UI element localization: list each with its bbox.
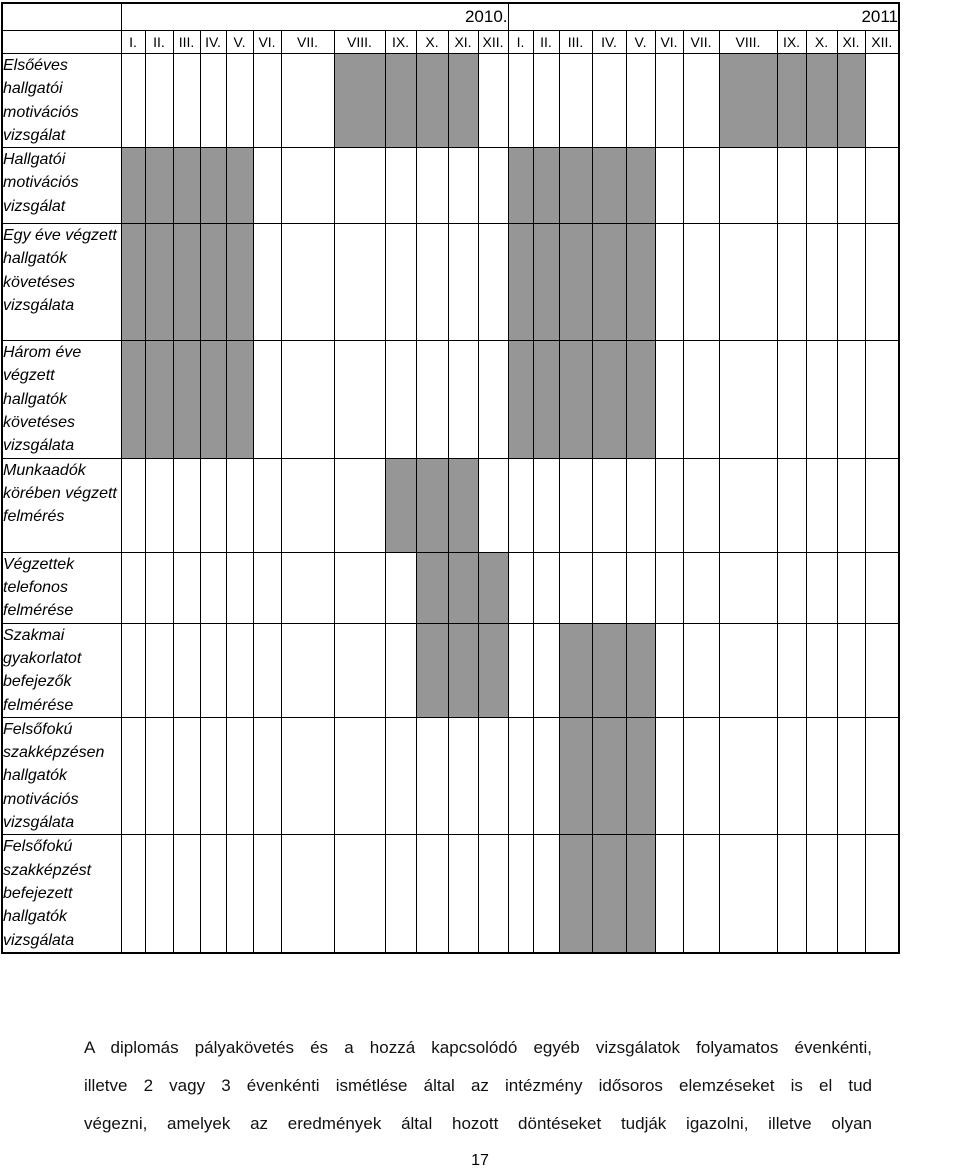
month-header: VIII. bbox=[334, 31, 385, 54]
row-label: Munkaadók körében végzett felmérés bbox=[2, 458, 121, 552]
empty-cell bbox=[385, 148, 416, 224]
scheduled-cell bbox=[448, 552, 478, 623]
empty-cell bbox=[719, 224, 777, 341]
empty-cell bbox=[478, 717, 508, 834]
month-header: V. bbox=[226, 31, 253, 54]
empty-cell bbox=[655, 835, 683, 953]
empty-cell bbox=[533, 717, 559, 834]
empty-cell bbox=[683, 148, 719, 224]
row-label: Elsőéves hallgatói motivációs vizsgálat bbox=[2, 54, 121, 148]
empty-cell bbox=[559, 552, 592, 623]
empty-cell bbox=[334, 341, 385, 458]
empty-cell bbox=[865, 717, 899, 834]
empty-cell bbox=[334, 623, 385, 717]
empty-cell bbox=[777, 552, 806, 623]
month-header: II. bbox=[533, 31, 559, 54]
scheduled-cell bbox=[837, 54, 865, 148]
scheduled-cell bbox=[145, 148, 173, 224]
month-header: IX. bbox=[385, 31, 416, 54]
empty-cell bbox=[448, 717, 478, 834]
empty-cell bbox=[777, 224, 806, 341]
row-label: Egy éve végzett hallgatók követéses vizsgálata bbox=[2, 224, 121, 341]
empty-cell bbox=[200, 458, 226, 552]
scheduled-cell bbox=[626, 224, 655, 341]
scheduled-cell bbox=[559, 835, 592, 953]
empty-cell bbox=[655, 148, 683, 224]
month-header: IV. bbox=[592, 31, 626, 54]
empty-cell bbox=[719, 717, 777, 834]
empty-cell bbox=[837, 224, 865, 341]
empty-cell bbox=[145, 458, 173, 552]
empty-cell bbox=[173, 458, 200, 552]
empty-cell bbox=[253, 224, 281, 341]
empty-cell bbox=[655, 54, 683, 148]
empty-cell bbox=[281, 54, 334, 148]
empty-cell bbox=[719, 341, 777, 458]
empty-cell bbox=[806, 341, 837, 458]
scheduled-cell bbox=[173, 148, 200, 224]
schedule-row bbox=[2, 458, 899, 552]
scheduled-cell bbox=[226, 224, 253, 341]
scheduled-cell bbox=[121, 148, 145, 224]
empty-cell bbox=[533, 835, 559, 953]
empty-cell bbox=[253, 148, 281, 224]
empty-cell bbox=[281, 458, 334, 552]
scheduled-cell bbox=[559, 623, 592, 717]
schedule-row bbox=[2, 341, 899, 458]
empty-cell bbox=[865, 552, 899, 623]
empty-cell bbox=[145, 623, 173, 717]
month-header: II. bbox=[145, 31, 173, 54]
scheduled-cell bbox=[416, 623, 448, 717]
empty-cell bbox=[281, 341, 334, 458]
empty-cell bbox=[385, 224, 416, 341]
empty-cell bbox=[416, 835, 448, 953]
empty-cell bbox=[865, 458, 899, 552]
empty-cell bbox=[533, 623, 559, 717]
empty-cell bbox=[448, 835, 478, 953]
empty-cell bbox=[478, 54, 508, 148]
empty-cell bbox=[334, 835, 385, 953]
empty-cell bbox=[837, 552, 865, 623]
empty-cell bbox=[173, 623, 200, 717]
empty-cell bbox=[281, 623, 334, 717]
empty-cell bbox=[145, 552, 173, 623]
empty-cell bbox=[478, 224, 508, 341]
empty-cell bbox=[559, 458, 592, 552]
empty-cell bbox=[655, 717, 683, 834]
scheduled-cell bbox=[559, 224, 592, 341]
empty-cell bbox=[281, 717, 334, 834]
empty-cell bbox=[448, 224, 478, 341]
empty-cell bbox=[173, 835, 200, 953]
scheduled-cell bbox=[200, 341, 226, 458]
month-header: III. bbox=[173, 31, 200, 54]
survey-schedule-table bbox=[1, 2, 900, 954]
row-label: Szakmai gyakorlatot befejezők felmérése bbox=[2, 623, 121, 717]
empty-cell bbox=[719, 148, 777, 224]
empty-cell bbox=[281, 148, 334, 224]
empty-cell bbox=[508, 623, 533, 717]
scheduled-cell bbox=[719, 54, 777, 148]
empty-cell bbox=[334, 148, 385, 224]
row-label: Hallgatói motivációs vizsgálat bbox=[2, 148, 121, 224]
scheduled-cell bbox=[145, 224, 173, 341]
month-header: VI. bbox=[655, 31, 683, 54]
month-header: XII. bbox=[478, 31, 508, 54]
empty-cell bbox=[226, 623, 253, 717]
year-2010-header: 2010. bbox=[121, 3, 508, 31]
empty-cell bbox=[281, 835, 334, 953]
empty-cell bbox=[777, 341, 806, 458]
empty-cell bbox=[253, 458, 281, 552]
scheduled-cell bbox=[173, 224, 200, 341]
empty-cell bbox=[683, 458, 719, 552]
schedule-row bbox=[2, 552, 899, 623]
caption-line-3: végezni, amelyek az eredmények által hozott döntéseket tudják igazolni, illetve olyan bbox=[84, 1114, 872, 1133]
empty-cell bbox=[533, 552, 559, 623]
empty-cell bbox=[533, 54, 559, 148]
scheduled-cell bbox=[592, 148, 626, 224]
empty-cell bbox=[683, 835, 719, 953]
empty-cell bbox=[626, 458, 655, 552]
empty-cell bbox=[559, 54, 592, 148]
empty-cell bbox=[865, 341, 899, 458]
page-number: 17 bbox=[471, 1152, 489, 1169]
empty-cell bbox=[385, 552, 416, 623]
empty-cell bbox=[253, 717, 281, 834]
empty-cell bbox=[655, 341, 683, 458]
empty-cell bbox=[719, 552, 777, 623]
corner-cell-lower bbox=[2, 31, 121, 54]
empty-cell bbox=[281, 224, 334, 341]
month-header: VI. bbox=[253, 31, 281, 54]
empty-cell bbox=[385, 623, 416, 717]
scheduled-cell bbox=[559, 717, 592, 834]
empty-cell bbox=[200, 623, 226, 717]
scheduled-cell bbox=[478, 623, 508, 717]
empty-cell bbox=[592, 458, 626, 552]
empty-cell bbox=[334, 552, 385, 623]
empty-cell bbox=[655, 224, 683, 341]
empty-cell bbox=[837, 341, 865, 458]
scheduled-cell bbox=[592, 835, 626, 953]
empty-cell bbox=[683, 341, 719, 458]
empty-cell bbox=[478, 835, 508, 953]
month-header: X. bbox=[806, 31, 837, 54]
empty-cell bbox=[385, 717, 416, 834]
scheduled-cell bbox=[448, 54, 478, 148]
scheduled-cell bbox=[416, 54, 448, 148]
empty-cell bbox=[121, 835, 145, 953]
empty-cell bbox=[478, 458, 508, 552]
empty-cell bbox=[865, 623, 899, 717]
empty-cell bbox=[837, 835, 865, 953]
empty-cell bbox=[121, 54, 145, 148]
scheduled-cell bbox=[533, 341, 559, 458]
empty-cell bbox=[226, 54, 253, 148]
empty-cell bbox=[173, 552, 200, 623]
empty-cell bbox=[719, 835, 777, 953]
schedule-row bbox=[2, 224, 899, 341]
scheduled-cell bbox=[592, 623, 626, 717]
empty-cell bbox=[385, 835, 416, 953]
empty-cell bbox=[334, 717, 385, 834]
month-header: VII. bbox=[281, 31, 334, 54]
empty-cell bbox=[865, 54, 899, 148]
empty-cell bbox=[683, 224, 719, 341]
empty-cell bbox=[592, 552, 626, 623]
empty-cell bbox=[806, 224, 837, 341]
empty-cell bbox=[448, 341, 478, 458]
empty-cell bbox=[683, 623, 719, 717]
scheduled-cell bbox=[592, 717, 626, 834]
scheduled-cell bbox=[626, 835, 655, 953]
schedule-row bbox=[2, 54, 899, 148]
empty-cell bbox=[121, 552, 145, 623]
empty-cell bbox=[173, 717, 200, 834]
empty-cell bbox=[121, 717, 145, 834]
scheduled-cell bbox=[385, 458, 416, 552]
empty-cell bbox=[806, 623, 837, 717]
empty-cell bbox=[806, 148, 837, 224]
empty-cell bbox=[837, 458, 865, 552]
scheduled-cell bbox=[508, 224, 533, 341]
scheduled-cell bbox=[806, 54, 837, 148]
empty-cell bbox=[145, 835, 173, 953]
empty-cell bbox=[121, 458, 145, 552]
empty-cell bbox=[719, 623, 777, 717]
empty-cell bbox=[121, 623, 145, 717]
empty-cell bbox=[777, 717, 806, 834]
empty-cell bbox=[837, 623, 865, 717]
empty-cell bbox=[281, 552, 334, 623]
scheduled-cell bbox=[533, 148, 559, 224]
month-header: III. bbox=[559, 31, 592, 54]
schedule-row bbox=[2, 623, 899, 717]
empty-cell bbox=[777, 458, 806, 552]
empty-cell bbox=[200, 552, 226, 623]
scheduled-cell bbox=[121, 224, 145, 341]
month-header: VIII. bbox=[719, 31, 777, 54]
month-header: VII. bbox=[683, 31, 719, 54]
empty-cell bbox=[533, 458, 559, 552]
empty-cell bbox=[200, 717, 226, 834]
scheduled-cell bbox=[334, 54, 385, 148]
empty-cell bbox=[200, 835, 226, 953]
empty-cell bbox=[719, 458, 777, 552]
month-header: V. bbox=[626, 31, 655, 54]
empty-cell bbox=[683, 552, 719, 623]
empty-cell bbox=[655, 552, 683, 623]
empty-cell bbox=[200, 54, 226, 148]
scheduled-cell bbox=[559, 148, 592, 224]
month-header: XI. bbox=[448, 31, 478, 54]
empty-cell bbox=[226, 458, 253, 552]
empty-cell bbox=[416, 341, 448, 458]
scheduled-cell bbox=[416, 458, 448, 552]
scheduled-cell bbox=[559, 341, 592, 458]
empty-cell bbox=[226, 717, 253, 834]
month-header: I. bbox=[508, 31, 533, 54]
row-label: Végzettek telefonos felmérése bbox=[2, 552, 121, 623]
empty-cell bbox=[416, 148, 448, 224]
scheduled-cell bbox=[226, 148, 253, 224]
empty-cell bbox=[655, 623, 683, 717]
empty-cell bbox=[806, 835, 837, 953]
empty-cell bbox=[592, 54, 626, 148]
scheduled-cell bbox=[626, 623, 655, 717]
scheduled-cell bbox=[592, 341, 626, 458]
empty-cell bbox=[448, 148, 478, 224]
empty-cell bbox=[806, 552, 837, 623]
empty-cell bbox=[334, 224, 385, 341]
empty-cell bbox=[508, 552, 533, 623]
empty-cell bbox=[478, 148, 508, 224]
empty-cell bbox=[806, 458, 837, 552]
empty-cell bbox=[865, 148, 899, 224]
empty-cell bbox=[508, 54, 533, 148]
scheduled-cell bbox=[626, 148, 655, 224]
empty-cell bbox=[865, 835, 899, 953]
schedule-row bbox=[2, 717, 899, 834]
empty-cell bbox=[626, 54, 655, 148]
scheduled-cell bbox=[533, 224, 559, 341]
scheduled-cell bbox=[592, 224, 626, 341]
empty-cell bbox=[837, 717, 865, 834]
empty-cell bbox=[226, 552, 253, 623]
empty-cell bbox=[655, 458, 683, 552]
empty-cell bbox=[416, 224, 448, 341]
empty-cell bbox=[253, 835, 281, 953]
month-header: XII. bbox=[865, 31, 899, 54]
empty-cell bbox=[253, 341, 281, 458]
empty-cell bbox=[416, 717, 448, 834]
empty-cell bbox=[253, 54, 281, 148]
scheduled-cell bbox=[478, 552, 508, 623]
empty-cell bbox=[806, 717, 837, 834]
month-header: IX. bbox=[777, 31, 806, 54]
empty-cell bbox=[173, 54, 200, 148]
corner-cell bbox=[2, 3, 121, 31]
empty-cell bbox=[253, 552, 281, 623]
empty-cell bbox=[253, 623, 281, 717]
scheduled-cell bbox=[508, 341, 533, 458]
scheduled-cell bbox=[173, 341, 200, 458]
row-label: Három éve végzett hallgatók követéses vizsgálata bbox=[2, 341, 121, 458]
empty-cell bbox=[334, 458, 385, 552]
empty-cell bbox=[145, 54, 173, 148]
month-header: IV. bbox=[200, 31, 226, 54]
schedule-row bbox=[2, 835, 899, 953]
row-label: Felsőfokú szakképzést befejezett hallgatók vizsgálata bbox=[2, 835, 121, 953]
scheduled-cell bbox=[226, 341, 253, 458]
schedule-row bbox=[2, 148, 899, 224]
empty-cell bbox=[478, 341, 508, 458]
empty-cell bbox=[777, 835, 806, 953]
scheduled-cell bbox=[121, 341, 145, 458]
month-header: I. bbox=[121, 31, 145, 54]
scheduled-cell bbox=[200, 148, 226, 224]
year-2011-header: 2011 bbox=[508, 3, 899, 31]
scheduled-cell bbox=[385, 54, 416, 148]
scheduled-cell bbox=[626, 717, 655, 834]
empty-cell bbox=[508, 458, 533, 552]
month-header: XI. bbox=[837, 31, 865, 54]
empty-cell bbox=[508, 835, 533, 953]
scheduled-cell bbox=[626, 341, 655, 458]
scheduled-cell bbox=[448, 458, 478, 552]
month-header-row bbox=[2, 31, 899, 54]
empty-cell bbox=[226, 835, 253, 953]
caption-line-1: A diplomás pályakövetés és a hozzá kapcsolódó egyéb vizsgálatok folyamatos évenkénti, bbox=[84, 1038, 872, 1057]
empty-cell bbox=[508, 717, 533, 834]
month-header: X. bbox=[416, 31, 448, 54]
scheduled-cell bbox=[448, 623, 478, 717]
scheduled-cell bbox=[145, 341, 173, 458]
empty-cell bbox=[777, 148, 806, 224]
scheduled-cell bbox=[200, 224, 226, 341]
empty-cell bbox=[626, 552, 655, 623]
empty-cell bbox=[777, 623, 806, 717]
empty-cell bbox=[683, 717, 719, 834]
empty-cell bbox=[837, 148, 865, 224]
scheduled-cell bbox=[508, 148, 533, 224]
caption-line-2: illetve 2 vagy 3 évenkénti ismétlése által az intézmény idősoros elemzéseket is el tud bbox=[84, 1076, 872, 1095]
scheduled-cell bbox=[416, 552, 448, 623]
empty-cell bbox=[385, 341, 416, 458]
empty-cell bbox=[865, 224, 899, 341]
year-header-row bbox=[2, 3, 899, 31]
empty-cell bbox=[683, 54, 719, 148]
empty-cell bbox=[145, 717, 173, 834]
scheduled-cell bbox=[777, 54, 806, 148]
row-label: Felsőfokú szakképzésen hallgatók motivációs vizsgálata bbox=[2, 717, 121, 834]
